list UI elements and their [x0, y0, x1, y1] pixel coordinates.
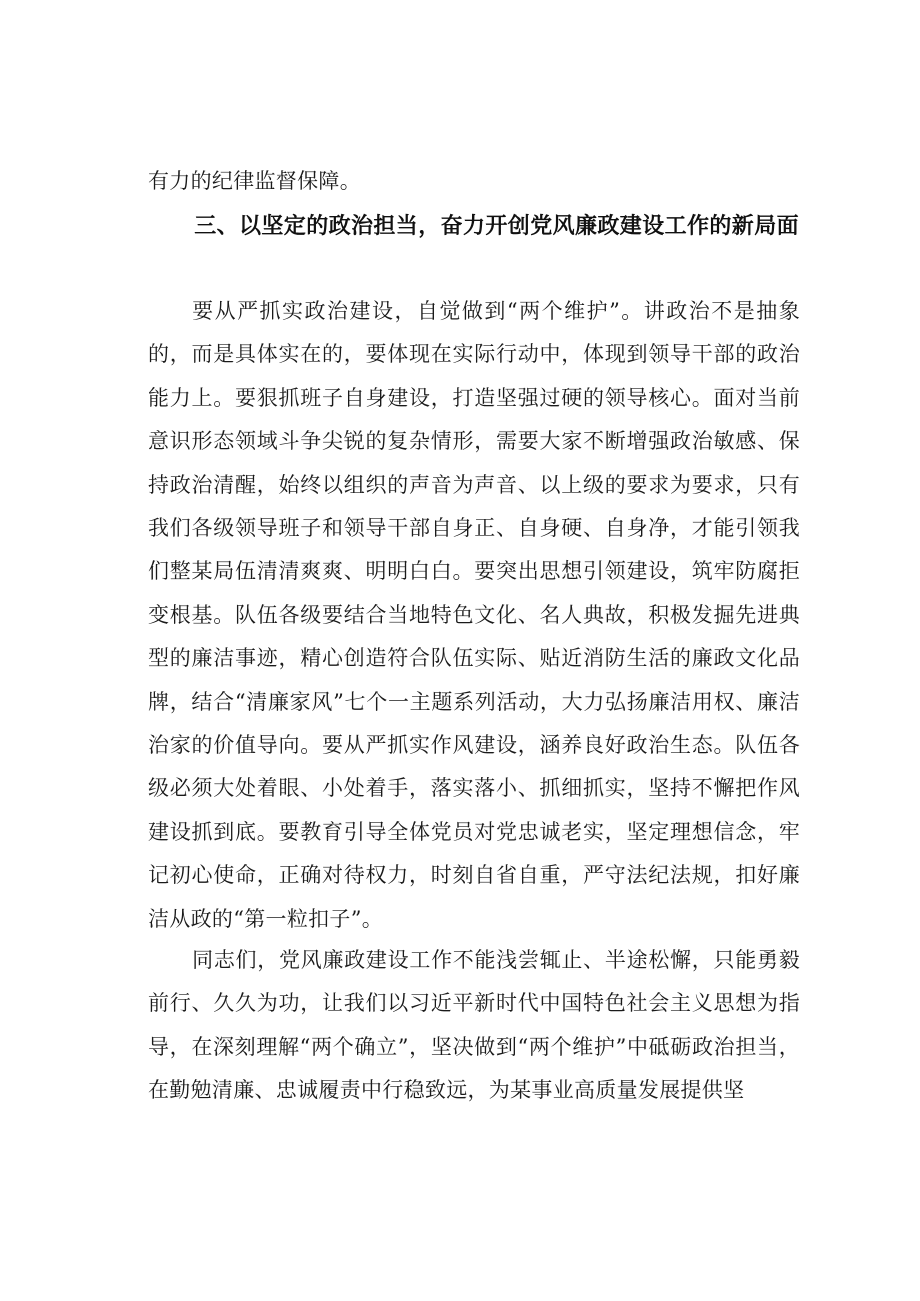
body-paragraph-2: 同志们，党风廉政建设工作不能浅尝辄止、半途松懈，只能勇毅前行、久久为功，让我们以习近平新时代中国特色社会主义思想为指导，在深刻理解“两个确立”，坚决做到“两个维护”中砥砺政治担当，在勤勉清廉、忠诚履责中行稳致远，为某事业高质量发展提供坚: [148, 948, 800, 1103]
continuation-paragraph: 有力的纪律监督保障。: [148, 169, 361, 193]
section-heading: 三、以坚定的政治担当，奋力开创党风廉政建设工作的新局面: [194, 214, 799, 239]
body-paragraph-1: 要从严抓实政治建设，自觉做到“两个维护”。讲政治不是抽象的，而是具体实在的，要体现在实际行动中，体现到领导干部的政治能力上。要狠抓班子自身建设，打造坚强过硬的领导核心。面对当前意识形态领域斗争尖锐的复杂情形，需要大家不断增强政治敏感、保持政治清醒，始终以组织的声音为声音、以上级的要求为要求，只有我们各级领导班子和领导干部自身正、自身硬、自身净，才能引领我们整某局伍清清爽爽、明明白白。要突出思想引领建设，筑牢防腐拒变根基。队伍各级要结合当地特色文化、名人典故，积极发掘先进典型的廉洁事迹，精心创造符合队伍实际、贴近消防生活的廉政文化品牌，结合“清廉家风”七个一主题系列活动，大力弘扬廉洁用权、廉洁治家的价值导向。要从严抓实作风建设，涵养良好政治生态。队伍各级必须大处着眼、小处着手，落实落小、抓细抓实，坚持不懈把作风建设抓到底。要教育引导全体党员对党忠诚老实，坚定理想信念，牢记初心使命，正确对待权力，时刻自省自重，严守法纪法规，扣好廉洁从政的“第一粒扣子”。: [148, 299, 800, 931]
